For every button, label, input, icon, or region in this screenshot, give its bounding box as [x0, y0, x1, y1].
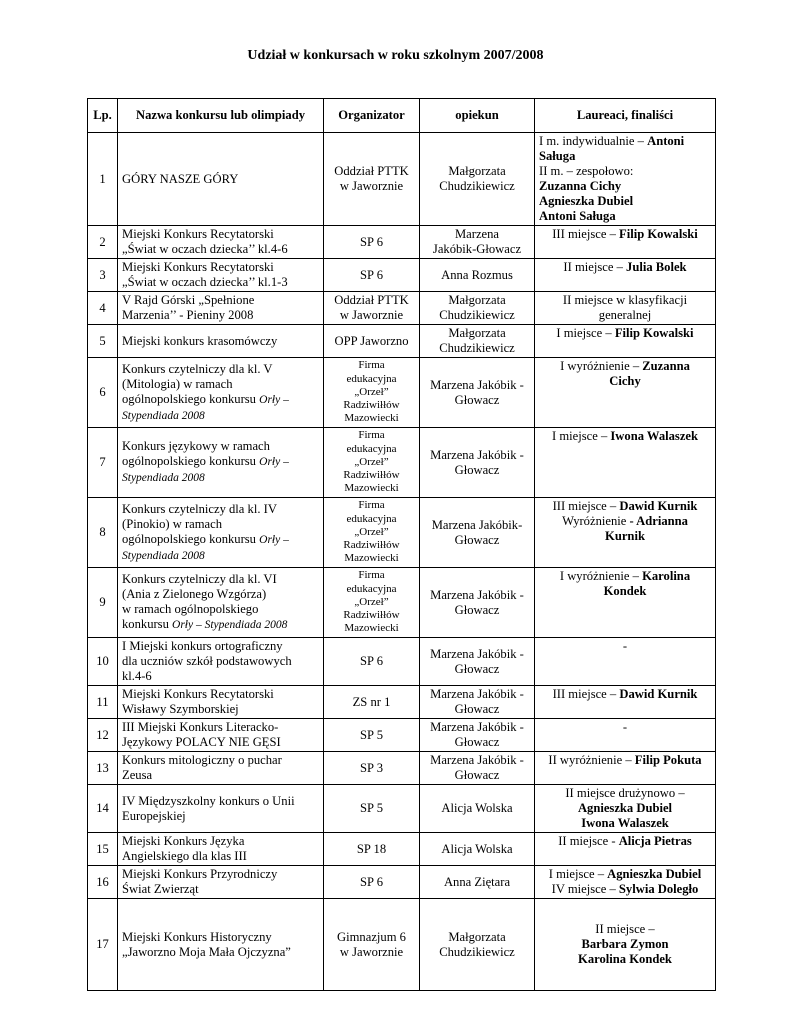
table-row	[88, 899, 716, 991]
cell-lp: 16	[88, 866, 118, 899]
cell-organizer	[324, 866, 420, 899]
cell-tutor	[420, 498, 535, 568]
winner-label: I m. indywidualnie –	[539, 134, 648, 148]
winner-name: Antoni Saługa	[539, 209, 616, 223]
table-row	[88, 259, 716, 292]
cell-line: Angielskiego dla klas III	[122, 849, 247, 863]
winner-name: Cichy	[609, 374, 641, 388]
cell-line: ogólnopolskiego konkursu	[122, 454, 260, 468]
cell-line: kl.4-6	[122, 669, 152, 683]
cell-line: Jakóbik-Głowacz	[432, 242, 522, 256]
winner-name: Sylwia Doległo	[618, 882, 699, 896]
cell-organizer	[324, 358, 420, 428]
cell-italic: Stypendiada 2008	[122, 472, 205, 484]
table-row	[88, 498, 716, 568]
cell-line: Głowacz	[454, 768, 500, 782]
winner-label: -	[622, 639, 628, 653]
winner-label: III miejsce –	[552, 687, 620, 701]
cell-italic: Orły –	[259, 456, 289, 468]
cell-contest-name	[118, 752, 324, 785]
cell-tutor	[420, 686, 535, 719]
cell-winners	[535, 568, 716, 638]
winner-label: I wyróżnienie –	[559, 569, 643, 583]
cell-lp: 7	[88, 428, 118, 498]
cell-line: edukacyjna	[346, 582, 397, 595]
cell-line: Wisławy Szymborskiej	[122, 702, 239, 716]
cell-tutor	[420, 866, 535, 899]
cell-winners	[535, 358, 716, 428]
cell-line: Firma	[358, 499, 385, 512]
cell-line: (Pinokio) w ramach	[122, 516, 223, 531]
table-row	[88, 719, 716, 752]
cell-organizer	[324, 833, 420, 866]
col-header-winners: Laureaci, finaliści	[535, 99, 716, 133]
cell-line: (Mitologia) w ramach	[122, 376, 233, 391]
winner-name: Dawid Kurnik	[619, 499, 698, 513]
cell-line: edukacyjna	[346, 372, 397, 385]
cell-line: Mazowiecki	[344, 552, 399, 565]
cell-line: Radziwiłłów	[343, 399, 400, 412]
cell-line: Świat Zwierząt	[122, 882, 199, 896]
winner-label: III miejsce –	[552, 499, 620, 513]
cell-line: dla uczniów szkół podstawowych	[122, 654, 292, 668]
cell-line: (Ania z Zielonego Wzgórza)	[122, 587, 267, 601]
cell-organizer	[324, 292, 420, 325]
cell-line: „Orzeł”	[354, 455, 389, 468]
cell-contest-name	[118, 785, 324, 833]
cell-winners	[535, 833, 716, 866]
cell-line: „Orzeł”	[354, 595, 389, 608]
cell-lp: 3	[88, 259, 118, 292]
cell-line: Mazowiecki	[344, 412, 399, 425]
winner-name: Kondek	[603, 584, 647, 598]
cell-winners	[535, 866, 716, 899]
cell-lp: 4	[88, 292, 118, 325]
cell-lp: 8	[88, 498, 118, 568]
winner-label: I wyróżnienie –	[560, 359, 643, 373]
cell-tutor	[420, 568, 535, 638]
winner-label: I miejsce –	[552, 429, 611, 443]
cell-organizer	[324, 638, 420, 686]
cell-contest-name	[118, 133, 324, 226]
winner-label: II m. – zespołowo:	[539, 164, 634, 178]
winner-name: Antoni	[647, 134, 685, 148]
cell-italic: Stypendiada 2008	[122, 549, 205, 562]
table-row	[88, 866, 716, 899]
cell-line: „Orzeł”	[354, 525, 389, 538]
cell-line: Małgorzata	[448, 293, 506, 307]
cell-lp: 9	[88, 568, 118, 638]
cell-lp: 12	[88, 719, 118, 752]
cell-line: Alicja Wolska	[441, 801, 513, 815]
winner-label: III miejsce –	[552, 227, 620, 241]
cell-line: Marzena Jakóbik -	[430, 587, 524, 602]
cell-winners	[535, 325, 716, 358]
cell-line: Firma	[358, 429, 385, 442]
cell-line: „Orzeł”	[354, 385, 389, 398]
table-row	[88, 325, 716, 358]
cell-organizer	[324, 899, 420, 991]
winner-name: Zuzanna Cichy	[539, 179, 622, 193]
cell-lp: 5	[88, 325, 118, 358]
cell-line: Marzena Jakóbik -	[430, 447, 524, 462]
cell-line: „Jaworzno Moja Mała Ojczyzna”	[122, 944, 291, 959]
cell-line: Miejski Konkurs Recytatorski	[122, 260, 274, 274]
table-row	[88, 833, 716, 866]
header-row	[88, 99, 716, 133]
cell-contest-name	[118, 325, 324, 358]
cell-line: Chudzikiewicz	[439, 179, 515, 193]
cell-line: ZS nr 1	[352, 694, 391, 709]
cell-line: Chudzikiewicz	[439, 944, 515, 959]
cell-tutor	[420, 719, 535, 752]
cell-contest-name	[118, 638, 324, 686]
cell-line: SP 18	[356, 841, 387, 856]
winner-label: IV miejsce –	[551, 882, 619, 896]
winner-name: Zuzanna	[642, 359, 690, 373]
cell-line: Mazowiecki	[344, 622, 399, 635]
cell-line: OPP Jaworzno	[334, 333, 409, 348]
winner-label: II wyróżnienie –	[548, 753, 635, 767]
cell-organizer	[324, 325, 420, 358]
winner-name: Julia Bolek	[626, 260, 687, 274]
cell-winners	[535, 785, 716, 833]
cell-winners	[535, 752, 716, 785]
cell-line: Konkurs czytelniczy dla kl. V	[122, 361, 273, 376]
cell-tutor	[420, 638, 535, 686]
cell-line: Małgorzata	[448, 929, 506, 944]
cell-italic: Stypendiada 2008	[122, 409, 205, 422]
cell-line: Małgorzata	[448, 326, 506, 340]
cell-line: w Jaworznie	[339, 944, 404, 959]
cell-line: Miejski Konkurs Historyczny	[122, 929, 272, 944]
winner-name: Agnieszka Dubiel	[539, 194, 634, 208]
cell-line: Chudzikiewicz	[439, 341, 515, 355]
cell-line: „Świat w oczach dziecka’’ kl.4-6	[122, 242, 288, 256]
col-header-tutor: opiekun	[420, 99, 535, 133]
cell-line: Miejski Konkurs Recytatorski	[122, 687, 274, 701]
table-row	[88, 226, 716, 259]
cell-line: Konkurs czytelniczy dla kl. VI	[122, 572, 277, 586]
cell-line: GÓRY NASZE GÓRY	[122, 171, 239, 186]
winner-name: Alicja Pietras	[618, 834, 692, 848]
cell-contest-name	[118, 833, 324, 866]
cell-line: Konkurs czytelniczy dla kl. IV	[122, 501, 277, 516]
cell-tutor	[420, 226, 535, 259]
cell-contest-name	[118, 866, 324, 899]
cell-line: konkursu	[122, 617, 173, 631]
cell-winners	[535, 428, 716, 498]
cell-line: edukacyjna	[346, 512, 397, 525]
cell-tutor	[420, 259, 535, 292]
cell-line: Firma	[358, 569, 385, 582]
cell-contest-name	[118, 686, 324, 719]
table-row	[88, 133, 716, 226]
page-title: Udział w konkursach w roku szkolnym 2007/2008	[247, 48, 544, 63]
cell-line: Głowacz	[454, 602, 500, 617]
cell-line: Marzena Jakóbik -	[430, 753, 524, 767]
cell-line: edukacyjna	[346, 442, 397, 455]
cell-organizer	[324, 719, 420, 752]
cell-lp: 6	[88, 358, 118, 428]
winner-name: Filip Kowalski	[614, 326, 694, 340]
cell-line: „Świat w oczach dziecka’’ kl.1-3	[122, 275, 288, 289]
cell-contest-name	[118, 226, 324, 259]
cell-line: SP 5	[360, 801, 383, 815]
cell-winners	[535, 292, 716, 325]
cell-contest-name	[118, 568, 324, 638]
cell-line: Głowacz	[454, 661, 500, 676]
cell-line: Gimnazjum 6	[337, 929, 406, 944]
cell-lp: 15	[88, 833, 118, 866]
winner-name: Barbara Zymon	[581, 937, 669, 951]
cell-tutor	[420, 325, 535, 358]
cell-line: III Miejski Konkurs Literacko-	[122, 720, 279, 734]
cell-line: Radziwiłłów	[343, 609, 400, 622]
cell-line: w Jaworznie	[339, 179, 404, 193]
cell-lp: 10	[88, 638, 118, 686]
winner-name: Agnieszka Dubiel	[607, 867, 702, 881]
cell-organizer	[324, 133, 420, 226]
cell-line: V Rajd Górski „Spełnione	[122, 293, 255, 307]
cell-organizer	[324, 568, 420, 638]
cell-line: Marzena Jakóbik -	[430, 377, 524, 392]
cell-tutor	[420, 833, 535, 866]
cell-line: Oddział PTTK	[334, 293, 409, 307]
cell-line: Alicja Wolska	[441, 841, 513, 856]
cell-lp: 14	[88, 785, 118, 833]
col-header-name: Nazwa konkursu lub olimpiady	[118, 99, 324, 133]
cell-line: Marzena Jakóbik -	[430, 646, 524, 661]
cell-line: Konkurs mitologiczny o puchar	[122, 753, 282, 767]
cell-tutor	[420, 358, 535, 428]
table-row	[88, 686, 716, 719]
cell-line: ogólnopolskiego konkursu	[122, 391, 260, 406]
winner-name: - Adrianna	[629, 514, 688, 528]
table-body	[88, 133, 716, 991]
cell-line: Miejski Konkurs Języka	[122, 834, 245, 848]
cell-line: Głowacz	[454, 462, 500, 477]
winner-label: II miejsce –	[595, 922, 655, 936]
winner-label: -	[622, 720, 628, 734]
cell-line: Marzena Jakóbik-	[431, 517, 523, 532]
cell-line: Głowacz	[454, 735, 500, 749]
cell-tutor	[420, 292, 535, 325]
winner-name: Filip Kowalski	[619, 227, 698, 241]
cell-line: IV Międzyszkolny konkurs o Unii	[122, 793, 295, 808]
cell-line: Chudzikiewicz	[439, 308, 515, 322]
cell-line: SP 6	[360, 267, 383, 282]
cell-winners	[535, 719, 716, 752]
cell-line: Marzena Jakóbik -	[430, 720, 524, 734]
cell-line: w ramach ogólnopolskiego	[122, 602, 259, 616]
cell-italic: Orły – Stypendiada 2008	[172, 619, 288, 631]
cell-line: SP 5	[360, 727, 383, 742]
cell-line: Marzena Jakóbik -	[430, 687, 524, 701]
winner-label: II miejsce drużynowo –	[565, 786, 685, 800]
cell-line: Anna Ziętara	[443, 874, 511, 889]
cell-contest-name	[118, 899, 324, 991]
cell-contest-name	[118, 259, 324, 292]
winner-name: Kurnik	[605, 529, 645, 543]
cell-lp: 11	[88, 686, 118, 719]
cell-organizer	[324, 428, 420, 498]
winner-name: Iwona Walaszek	[610, 429, 698, 443]
cell-lp: 17	[88, 899, 118, 991]
cell-line: I Miejski konkurs ortograficzny	[122, 639, 283, 653]
table-row	[88, 752, 716, 785]
cell-line: Radziwiłłów	[343, 469, 400, 482]
cell-organizer	[324, 785, 420, 833]
cell-italic: Orły –	[259, 533, 289, 546]
cell-line: Oddział PTTK	[334, 164, 409, 178]
cell-contest-name	[118, 428, 324, 498]
winner-label: generalnej	[598, 308, 652, 322]
cell-lp: 1	[88, 133, 118, 226]
cell-line: Głowacz	[454, 702, 500, 716]
cell-line: Anna Rozmus	[441, 267, 513, 282]
cell-line: Głowacz	[454, 392, 500, 407]
cell-line: ogólnopolskiego konkursu	[122, 531, 260, 546]
cell-winners	[535, 259, 716, 292]
cell-contest-name	[118, 498, 324, 568]
table-row	[88, 568, 716, 638]
cell-line: Radziwiłłów	[343, 539, 400, 552]
cell-organizer	[324, 259, 420, 292]
cell-line: SP 3	[360, 760, 383, 775]
winner-name: Karolina Kondek	[578, 952, 672, 966]
table-row	[88, 785, 716, 833]
cell-line: Małgorzata	[448, 164, 506, 178]
winner-name: Iwona Walaszek	[581, 816, 669, 830]
cell-line: Mazowiecki	[344, 482, 399, 495]
cell-lp: 13	[88, 752, 118, 785]
table-row	[88, 428, 716, 498]
cell-tutor	[420, 785, 535, 833]
cell-tutor	[420, 428, 535, 498]
cell-winners	[535, 638, 716, 686]
cell-line: Europejskiej	[122, 808, 186, 823]
cell-contest-name	[118, 358, 324, 428]
cell-winners	[535, 686, 716, 719]
cell-winners	[535, 226, 716, 259]
cell-contest-name	[118, 719, 324, 752]
winner-name: Agnieszka Dubiel	[577, 801, 673, 815]
cell-line: Miejski Konkurs Przyrodniczy	[122, 867, 278, 881]
cell-lp: 2	[88, 226, 118, 259]
cell-winners	[535, 899, 716, 991]
cell-line: Miejski konkurs krasomówczy	[122, 333, 278, 348]
winner-name: Saługa	[539, 149, 576, 163]
cell-organizer	[324, 226, 420, 259]
winner-label: II miejsce w klasyfikacji	[562, 293, 688, 307]
cell-line: SP 6	[360, 234, 383, 249]
cell-tutor	[420, 752, 535, 785]
cell-line: Marzena	[454, 227, 500, 241]
cell-organizer	[324, 498, 420, 568]
cell-line: SP 6	[360, 654, 383, 668]
col-header-organizer: Organizator	[324, 99, 420, 133]
winner-name: Karolina	[642, 569, 691, 583]
cell-line: Konkurs językowy w ramach	[122, 439, 270, 453]
cell-line: Językowy POLACY NIE GĘSI	[122, 735, 281, 749]
winner-label: Wyróżnienie	[562, 514, 630, 528]
cell-winners	[535, 498, 716, 568]
cell-winners	[535, 133, 716, 226]
winner-label: I miejsce –	[556, 326, 615, 340]
col-header-lp: Lp.	[88, 99, 118, 133]
winner-label: II miejsce -	[558, 834, 619, 848]
cell-tutor	[420, 133, 535, 226]
cell-line: Marzenia’’ - Pieniny 2008	[122, 308, 254, 322]
cell-line: Głowacz	[454, 532, 500, 547]
cell-line: Firma	[358, 359, 385, 372]
cell-line: w Jaworznie	[339, 308, 404, 322]
winner-name: Dawid Kurnik	[619, 687, 698, 701]
cell-tutor	[420, 899, 535, 991]
winner-label: I miejsce –	[548, 867, 608, 881]
contests-table	[87, 98, 716, 991]
table-row	[88, 358, 716, 428]
winner-name: Filip Pokuta	[634, 753, 702, 767]
cell-line: SP 6	[360, 874, 383, 889]
cell-italic: Orły –	[259, 393, 289, 406]
cell-organizer	[324, 686, 420, 719]
cell-line: Miejski Konkurs Recytatorski	[122, 227, 274, 241]
table-row	[88, 292, 716, 325]
winner-label: II miejsce –	[563, 260, 627, 274]
cell-contest-name	[118, 292, 324, 325]
cell-line: Zeusa	[122, 768, 153, 782]
table-row	[88, 638, 716, 686]
cell-organizer	[324, 752, 420, 785]
